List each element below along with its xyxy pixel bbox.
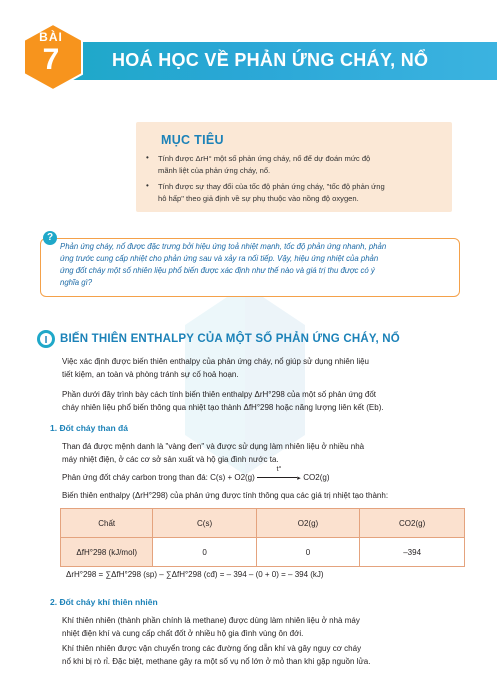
reaction-arrow: t° ▸ <box>257 471 301 485</box>
reaction-reactants: Phản ứng đốt cháy carbon trong than đá: C(s) + O2(g) <box>62 473 255 482</box>
table-cell: 0 <box>256 538 360 567</box>
lesson-number: 7 <box>42 43 60 76</box>
text-line: máy nhiệt điện, ở các cơ sở sản xuất và hộ gia đình nước ta. <box>62 455 279 464</box>
reaction-product: CO2(g) <box>303 473 330 482</box>
question-line: ứng trước cung cấp nhiệt cho phản ứng sau và xảy ra nối tiếp. Vậy, hiệu ứng nhiệt của phản <box>60 254 379 263</box>
subsection-2-paragraph-2 <box>62 642 482 668</box>
text-line: Việc xác định được biến thiên enthalpy của phản ứng cháy, nổ giúp sử dụng nhiên liệu <box>62 357 370 366</box>
objective-item-2-line-1: Tính được sự thay đổi của tốc độ phản ứng cháy, "tốc độ phản ứng <box>158 182 385 191</box>
section-1-paragraph-2 <box>62 388 482 414</box>
question-line: nghĩa gì? <box>60 278 93 287</box>
text-line: nổ khi bị rò rỉ. Đặc biệt, methane gây ra một số vụ nổ lớn ở mỏ than khi gặp nguồn lửa. <box>62 657 371 666</box>
section-1-intro <box>62 355 482 381</box>
text-line: Khí thiên nhiên (thành phần chính là methane) được dùng làm nhiên liệu ở nhà máy <box>62 616 360 625</box>
text-line: cháy nhiên liệu phổ biến thông qua nhiệt tạo thành ΔfH°298 hoặc năng lượng liên kết (Eb). <box>62 403 384 412</box>
table-cell: ΔfH°298 (kJ/mol) <box>61 538 153 567</box>
text-line: Khí thiên nhiên được vận chuyển trong các đường ống dẫn khí và gây nguy cơ cháy <box>62 644 362 653</box>
subsection-1-title: 1. Đốt cháy than đá <box>50 423 128 433</box>
reaction-condition: t° <box>276 466 282 473</box>
bullet-icon: • <box>146 153 149 162</box>
subsection-2-paragraph-1 <box>62 614 482 640</box>
objective-item-2-line-2: hô hấp" theo giả định về sự phụ thuộc vào nồng độ oxygen. <box>158 194 359 203</box>
enthalpy-equation: ΔrH°298 = ∑ΔfH°298 (sp) – ∑ΔfH°298 (cđ) = – 394 – (0 + 0) = – 394 (kJ) <box>66 570 324 579</box>
question-line: Phản ứng cháy, nổ được đặc trưng bởi hiệu ứng toả nhiệt mạnh, tốc độ phản ứng nhanh, phản <box>60 242 387 251</box>
text-line: tiết kiệm, an toàn và phòng tránh sự cố hoả hoạn. <box>62 370 239 379</box>
formation-enthalpy-table <box>60 508 465 567</box>
text-line: nhiệt điện khí và cung cấp chất đốt ở nhiều hộ gia đình vùng ôn đới. <box>62 629 304 638</box>
table-header-cell: C(s) <box>153 509 256 538</box>
table-cell: 0 <box>153 538 256 567</box>
arrow-line-icon <box>257 477 297 478</box>
section-1-title: BIẾN THIÊN ENTHALPY CỦA MỘT SỐ PHẢN ỨNG CHÁY, NỔ <box>60 333 400 345</box>
lesson-label: BÀI <box>39 30 63 44</box>
objective-item-1-line-2: mãnh liệt của phản ứng cháy, nổ. <box>158 166 271 175</box>
opening-question-text <box>60 241 452 289</box>
question-line: ứng đốt cháy một số nhiên liệu phổ biến được xác định như thế nào và giá trị thu được có ý <box>60 266 375 275</box>
text-line: Phần dưới đây trình bày cách tính biến thiên enthalpy ΔrH°298 của một số phản ứng đốt <box>62 390 377 399</box>
subsection-1-paragraph-3: Biến thiên enthalpy (ΔrH°298) của phản ứng được tính thông qua các giá trị nhiệt tạo thành: <box>62 491 389 500</box>
text-line: Than đá được mệnh danh là "vàng đen" và được sử dụng làm nhiên liệu ở nhiều nhà <box>62 442 365 451</box>
section-number: I <box>44 335 48 346</box>
table-header-row <box>61 509 465 538</box>
section-number-icon <box>36 329 56 349</box>
bullet-icon: • <box>146 181 149 190</box>
table-header-cell: O2(g) <box>256 509 360 538</box>
lesson-title: HOÁ HỌC VỀ PHẢN ỨNG CHÁY, NỔ <box>112 50 429 70</box>
subsection-2-title: 2. Đốt cháy khí thiên nhiên <box>50 597 158 607</box>
reaction-equation <box>62 466 330 485</box>
table-cell: –394 <box>360 538 465 567</box>
table-row <box>61 538 465 567</box>
objectives-title: MỤC TIÊU <box>161 133 224 147</box>
table-header-cell: Chất <box>61 509 153 538</box>
objective-item-1-line-1: Tính được ΔrH° một số phản ứng cháy, nổ để dự đoán mức độ <box>158 154 371 163</box>
table-header-cell: CO2(g) <box>360 509 465 538</box>
question-mark-icon: ? <box>43 231 57 245</box>
